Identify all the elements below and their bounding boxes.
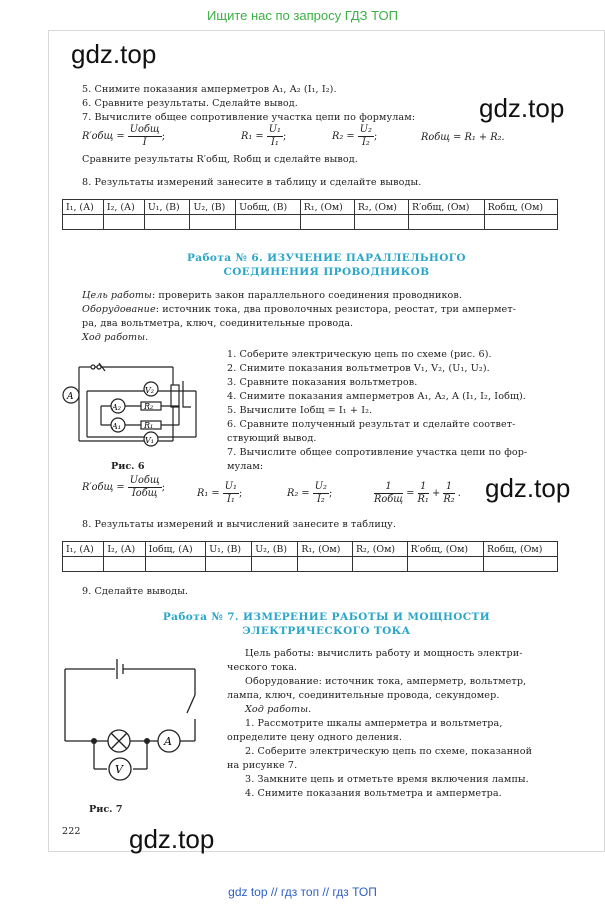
table-header: U₁, (В)	[206, 542, 252, 557]
table-header: R′общ, (Ом)	[407, 542, 483, 557]
work6-title: Работа № 6. ИЗУЧЕНИЕ ПАРАЛЛЕЛЬНОГО	[187, 252, 466, 264]
formula6-r1: R₁ = $\frac{\text{U₁}}{\text{I₁}}$ ;	[197, 481, 243, 505]
work6-step: 5. Вычислите Iобщ = I₁ + I₂.	[227, 405, 373, 416]
work6-equipment-cont: ра, два вольтметра, ключ, соединительные провода.	[82, 318, 354, 329]
work6-step: 2. Снимите показания вольтметров V₁, V₂, (U₁, U₂).	[227, 363, 490, 374]
work7-line: Ход работы.	[245, 704, 312, 715]
resistor-r1-label: R₁	[144, 421, 154, 430]
formula-r-total-prime: R′общ = $\frac{\text{Uобщ}}{I}$ ;	[82, 124, 165, 148]
table-header: R₁, (Ом)	[298, 542, 353, 557]
table-header: Iобщ, (А)	[145, 542, 206, 557]
footer-links[interactable]: gdz top // гдз топ // гдз ТОП	[228, 885, 377, 899]
table-header: I₂, (А)	[103, 200, 144, 215]
circuit-diagram-fig7	[59, 649, 209, 797]
work6-progress-label: Ход работы.	[82, 332, 149, 343]
watermark: gdz.top	[479, 93, 565, 123]
figure7-caption: Рис. 7	[89, 804, 123, 815]
work6-step: 1. Соберите электрическую цепь по схеме (рис. 6).	[227, 349, 492, 360]
textbook-page	[48, 30, 605, 852]
watermark: gdz.top	[485, 473, 571, 503]
work6-step: мулам:	[227, 461, 264, 472]
watermark: gdz.top	[71, 39, 157, 69]
work7-line: Оборудование: источник тока, амперметр, вольтметр,	[245, 676, 527, 687]
step-5: 5. Снимите показания амперметров A₁, A₂ (I₁, I₂).	[82, 84, 337, 95]
table-header: I₂, (А)	[104, 542, 145, 557]
step-7: 7. Вычислите общее сопротивление участка цепи по формулам:	[82, 112, 416, 123]
page-number: 222	[62, 826, 81, 837]
work6-step: ствующий вывод.	[227, 433, 317, 444]
table-header: R₂, (Ом)	[352, 542, 407, 557]
table-header: U₂, (В)	[190, 200, 236, 215]
formula-r1: R₁ = $\frac{\text{U₁}}{\text{I₁}}$ ;	[241, 124, 287, 148]
table-header: Rобщ, (Ом)	[484, 542, 558, 557]
formula6-r2: R₂ = $\frac{\text{U₂}}{\text{I₂}}$ ;	[287, 481, 333, 505]
ammeter-label: A	[67, 392, 74, 402]
work7-line: 2. Соберите электрическую цепь по схеме, показанной	[245, 746, 533, 757]
work7-line: Цель работы: вычислить работу и мощность электри-	[245, 648, 523, 659]
results-table-series	[62, 199, 558, 230]
ammeter-a1-label: A₁	[112, 422, 121, 431]
work6-step: 6. Сравните полученный результат и сделайте соответ-	[227, 419, 516, 430]
table-header: U₂, (В)	[252, 542, 298, 557]
step-6: 6. Сравните результаты. Сделайте вывод.	[82, 98, 298, 109]
voltmeter-label: V	[115, 763, 123, 776]
figure6-caption: Рис. 6	[111, 461, 145, 472]
work7-line: на рисунке 7.	[227, 760, 298, 771]
work6-step: 4. Снимите показания амперметров A₁, A₂, A (I₁, I₂, Iобщ).	[227, 391, 526, 402]
voltmeter-v1-label: V₁	[145, 436, 154, 445]
table-header: Rобщ, (Ом)	[484, 200, 557, 215]
ammeter-label: A	[164, 735, 172, 748]
table-header: U₁, (В)	[144, 200, 190, 215]
table-header: I₁, (А)	[63, 200, 104, 215]
table-header: R′общ, (Ом)	[409, 200, 485, 215]
work6-step: 7. Вычислите общее сопротивление участка цепи по фор-	[227, 447, 528, 458]
formula-r-total-series: Rобщ = R₁ + R₂.	[421, 132, 505, 143]
ammeter-a2-label: A₂	[112, 403, 121, 412]
compare-line: Сравните результаты R′общ, Rобщ и сделайте вывод.	[82, 154, 358, 165]
work7-line: определите цену одного деления.	[227, 732, 403, 743]
circuit-diagram-fig6	[61, 349, 211, 461]
resistor-r2-label: R₂	[144, 402, 154, 411]
work7-line: лампа, ключ, соединительные провода, секундомер.	[227, 690, 500, 701]
work7-line: 1. Рассмотрите шкалы амперметра и вольтметра,	[245, 718, 503, 729]
work6-step-9: 9. Сделайте выводы.	[82, 586, 189, 597]
work6-subtitle: СОЕДИНЕНИЯ ПРОВОДНИКОВ	[223, 266, 430, 278]
formula6-r-total-prime: R′общ = $\frac{\text{Uобщ}}{\text{Iобщ}}$ ;	[82, 475, 165, 499]
work7-line: 4. Снимите показания вольтметра и амперметра.	[245, 788, 502, 799]
work6-step-8: 8. Результаты измерений и вычислений занесите в таблицу.	[82, 519, 396, 530]
work6-step: 3. Сравните показания вольтметров.	[227, 377, 418, 388]
work7-title: Работа № 7. ИЗМЕРЕНИЕ РАБОТЫ И МОЩНОСТИ	[162, 611, 491, 623]
table-header: I₁, (А)	[63, 542, 104, 557]
work7-line: ческого тока.	[227, 662, 298, 673]
formula6-parallel: $\frac{1}{\text{Rобщ}}$ = $\frac{1}{\text{R₁}}$ + $\frac{1}{\text{R₂}}$ .	[374, 481, 461, 505]
watermark: gdz.top	[129, 824, 215, 854]
work6-equipment: Оборудование: источник тока, два проволочных резистора, реостат, три ампермет-	[82, 304, 517, 315]
table-header: R₂, (Ом)	[354, 200, 408, 215]
table-header: R₁, (Ом)	[300, 200, 354, 215]
table-header: Uобщ, (В)	[236, 200, 301, 215]
formula-r2: R₂ = $\frac{\text{U₂}}{\text{I₂}}$ ;	[332, 124, 378, 148]
work6-goal: Цель работы: проверить закон параллельного соединения проводников.	[82, 290, 463, 301]
top-banner[interactable]: Ищите нас по запросу ГДЗ ТОП	[207, 8, 398, 23]
work7-subtitle: ЭЛЕКТРИЧЕСКОГО ТОКА	[242, 625, 411, 637]
voltmeter-v2-label: V₂	[145, 386, 154, 395]
results-table-parallel	[62, 541, 558, 572]
work7-line: 3. Замкните цепь и отметьте время включения лампы.	[245, 774, 529, 785]
step-8: 8. Результаты измерений занесите в таблицу и сделайте выводы.	[82, 177, 422, 188]
